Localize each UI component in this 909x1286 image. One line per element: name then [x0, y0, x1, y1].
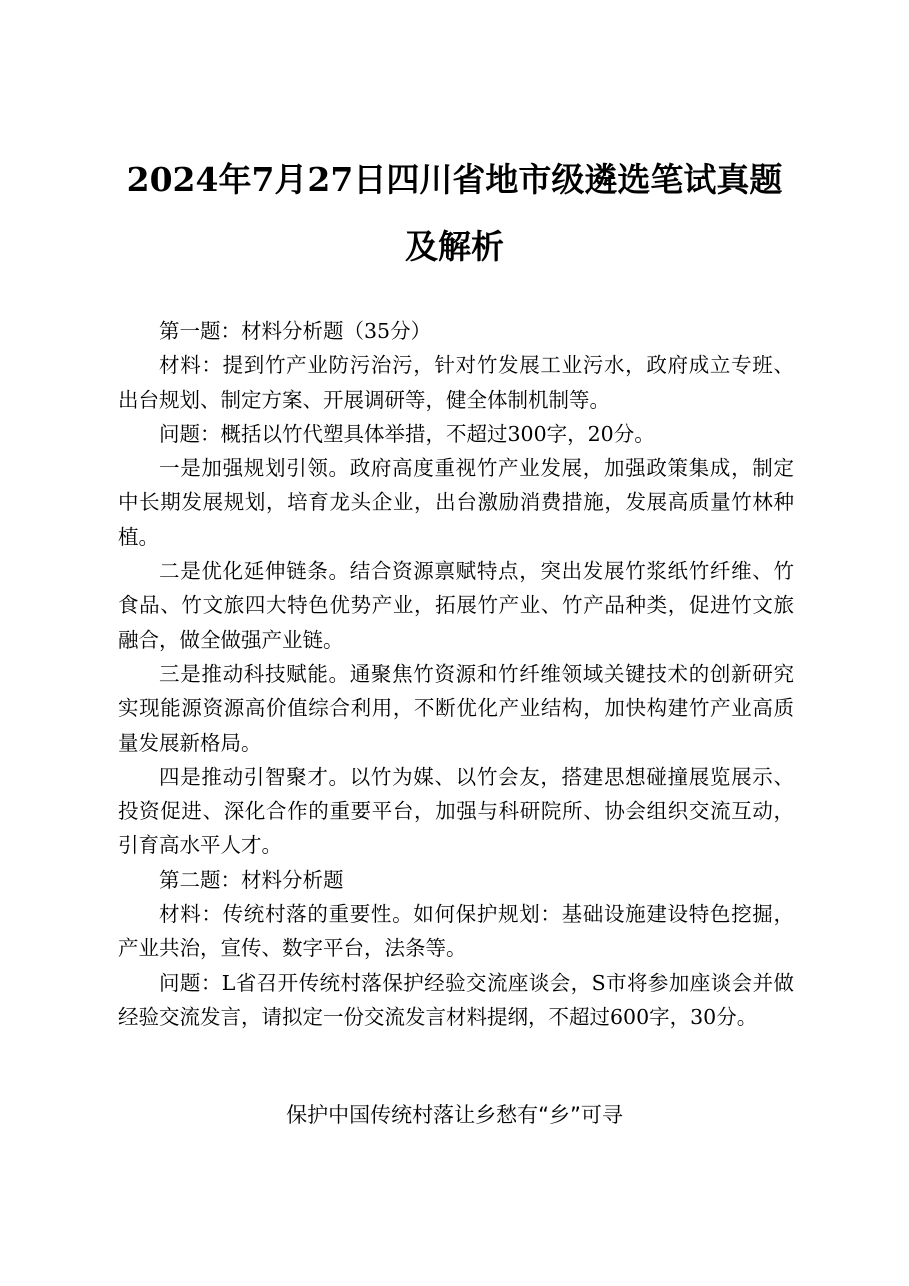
paragraph-answer-1: 一是加强规划引领。政府高度重视竹产业发展，加强政策集成，制定中长期发展规划，培育龙头企业，出台激励消费措施，发展高质量竹林种植。 [118, 456, 794, 549]
paragraph-q2-material: 材料：传统村落的重要性。如何保护规划：基础设施建设特色挖掘，产业共治，宣传、数字平台，法条等。 [118, 902, 794, 961]
paragraph-answer-4: 四是推动引智聚才。以竹为媒、以竹会友，搭建思想碰撞展览展示、投资促进、深化合作的重要平台，加强与科研院所、协会组织交流互动，引育高水平人才。 [118, 764, 794, 858]
paragraph-q1-heading: 第一题：材料分析题（35分） [159, 319, 432, 343]
paragraph-answer-2: 二是优化延伸链条。结合资源禀赋特点，突出发展竹浆纸竹纤维、竹食品、竹文旅四大特色优势产业，拓展竹产业、竹产品种类，促进竹文旅融合，做全做强产业链。 [118, 559, 794, 652]
document-body [118, 314, 794, 1034]
paragraph-q2-question: 问题：L省召开传统村落保护经验交流座谈会，S市将参加座谈会并做经验交流发言，请拟定一份交流发言材料提纲，不超过600字，30分。 [118, 970, 794, 1029]
document-title-line1: 2024年7月27日四川省地市级遴选笔试真题 [126, 160, 783, 199]
document-title-line2: 及解析 [405, 227, 504, 266]
paragraph-q2-heading: 第二题：材料分析题 [159, 867, 344, 892]
section-subheading: 保护中国传统村落让乡愁有“乡”可寻 [286, 1103, 623, 1127]
paragraph-q1-material: 材料：提到竹产业防污治污，针对竹发展工业污水，政府成立专班、出台规划、制定方案、开展调研等，健全体制机制等。 [118, 353, 794, 412]
paragraph-q1-question: 问题：概括以竹代塑具体举措，不超过300字，20分。 [159, 421, 655, 446]
paragraph-answer-3: 三是推动科技赋能。通聚焦竹资源和竹纤维领域关键技术的创新研究实现能源资源高价值综合利用，不断优化产业结构，加快构建竹产业高质量发展新格局。 [118, 661, 794, 755]
